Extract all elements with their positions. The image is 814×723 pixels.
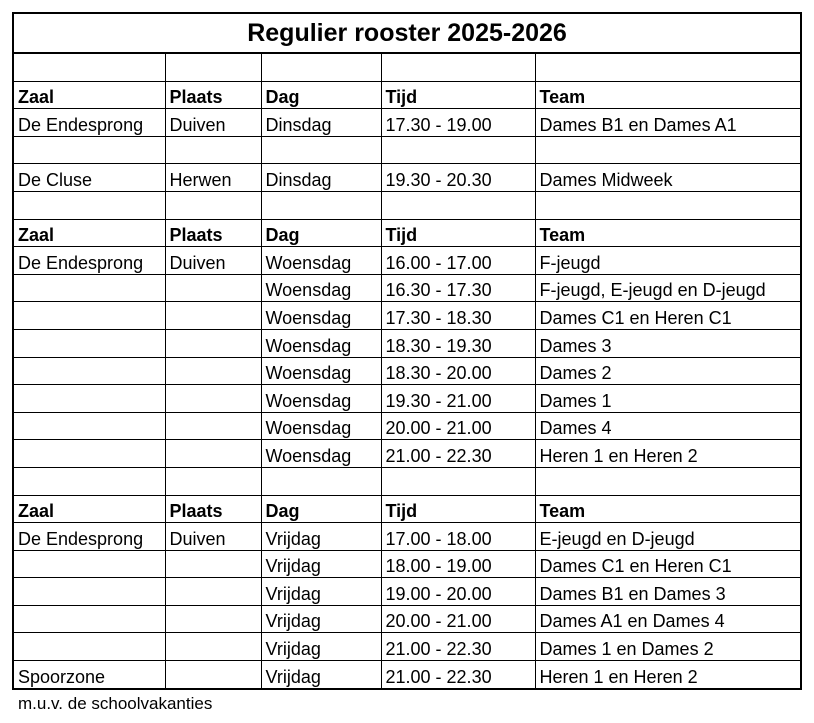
cell-tijd: 19.30 - 20.30 [381,164,535,192]
cell-zaal [13,578,165,606]
cell-tijd: 18.30 - 19.30 [381,329,535,357]
spacer-row [13,53,801,81]
empty-cell [165,53,261,81]
cell-team: Dames 3 [535,329,801,357]
cell-team: Dames B1 en Dames 3 [535,578,801,606]
empty-cell [535,136,801,164]
cell-zaal [13,440,165,468]
cell-zaal: De Endesprong [13,109,165,137]
cell-team: Dames 2 [535,357,801,385]
table-row [13,523,801,551]
cell-dag: Dinsdag [261,109,381,137]
cell-team: Dames B1 en Dames A1 [535,109,801,137]
column-header-team: Team [535,495,801,523]
column-header-dag: Dag [261,81,381,109]
cell-team: Dames A1 en Dames 4 [535,605,801,633]
table-row [13,302,801,330]
cell-plaats: Duiven [165,523,261,551]
cell-plaats [165,633,261,661]
cell-zaal: Spoorzone [13,661,165,689]
schedule-sheet [12,12,800,690]
cell-team: Heren 1 en Heren 2 [535,440,801,468]
cell-zaal [13,357,165,385]
cell-tijd: 19.00 - 20.00 [381,578,535,606]
column-header-tijd: Tijd [381,495,535,523]
cell-zaal [13,605,165,633]
column-header-zaal: Zaal [13,219,165,247]
empty-cell [261,53,381,81]
table-row [13,357,801,385]
cell-dag: Woensdag [261,385,381,413]
cell-tijd: 16.00 - 17.00 [381,247,535,275]
cell-zaal: De Endesprong [13,523,165,551]
column-header-zaal: Zaal [13,495,165,523]
cell-tijd: 21.00 - 22.30 [381,661,535,689]
cell-zaal [13,412,165,440]
table-row [13,550,801,578]
empty-cell [13,191,165,219]
empty-cell [381,136,535,164]
empty-cell [13,53,165,81]
header-row [13,81,801,109]
cell-team: Dames 1 en Dames 2 [535,633,801,661]
column-header-plaats: Plaats [165,81,261,109]
cell-dag: Vrijdag [261,661,381,689]
cell-tijd: 17.00 - 18.00 [381,523,535,551]
cell-zaal [13,274,165,302]
cell-plaats [165,274,261,302]
cell-team: F-jeugd [535,247,801,275]
column-header-team: Team [535,81,801,109]
cell-team: F-jeugd, E-jeugd en D-jeugd [535,274,801,302]
cell-plaats: Duiven [165,109,261,137]
column-header-zaal: Zaal [13,81,165,109]
empty-cell [535,191,801,219]
table-row [13,412,801,440]
cell-dag: Woensdag [261,357,381,385]
schedule-table [12,12,802,690]
cell-dag: Vrijdag [261,578,381,606]
empty-cell [13,467,165,495]
column-header-tijd: Tijd [381,81,535,109]
spacer-row [13,467,801,495]
empty-cell [535,467,801,495]
empty-cell [381,191,535,219]
cell-team: Dames 1 [535,385,801,413]
table-row [13,578,801,606]
table-row [13,633,801,661]
cell-zaal [13,329,165,357]
cell-plaats [165,661,261,689]
cell-plaats [165,357,261,385]
cell-tijd: 17.30 - 18.30 [381,302,535,330]
cell-plaats [165,302,261,330]
header-row [13,495,801,523]
empty-cell [381,467,535,495]
table-row [13,109,801,137]
cell-tijd: 20.00 - 21.00 [381,605,535,633]
empty-cell [535,53,801,81]
cell-plaats: Herwen [165,164,261,192]
page-title: Regulier rooster 2025-2026 [13,13,801,53]
column-header-plaats: Plaats [165,495,261,523]
column-header-tijd: Tijd [381,219,535,247]
table-row [13,247,801,275]
cell-plaats [165,385,261,413]
cell-plaats [165,412,261,440]
cell-dag: Vrijdag [261,550,381,578]
cell-team: Dames Midweek [535,164,801,192]
cell-dag: Woensdag [261,440,381,468]
column-header-team: Team [535,219,801,247]
cell-zaal [13,550,165,578]
empty-cell [261,136,381,164]
title-row [13,13,801,53]
empty-cell [381,53,535,81]
cell-tijd: 16.30 - 17.30 [381,274,535,302]
cell-team: Dames 4 [535,412,801,440]
cell-team: Dames C1 en Heren C1 [535,302,801,330]
cell-dag: Vrijdag [261,605,381,633]
cell-plaats [165,550,261,578]
cell-plaats [165,329,261,357]
empty-cell [165,467,261,495]
table-row [13,385,801,413]
cell-zaal: De Endesprong [13,247,165,275]
cell-tijd: 18.30 - 20.00 [381,357,535,385]
cell-dag: Woensdag [261,329,381,357]
table-row [13,274,801,302]
cell-dag: Woensdag [261,274,381,302]
table-row [13,605,801,633]
cell-tijd: 19.30 - 21.00 [381,385,535,413]
cell-dag: Woensdag [261,412,381,440]
cell-team: E-jeugd en D-jeugd [535,523,801,551]
cell-zaal [13,385,165,413]
column-header-dag: Dag [261,219,381,247]
table-row [13,164,801,192]
cell-tijd: 21.00 - 22.30 [381,440,535,468]
column-header-dag: Dag [261,495,381,523]
column-header-plaats: Plaats [165,219,261,247]
cell-plaats [165,605,261,633]
cell-zaal [13,633,165,661]
spacer-row [13,191,801,219]
cell-tijd: 17.30 - 19.00 [381,109,535,137]
table-row [13,440,801,468]
empty-cell [165,136,261,164]
cell-team: Heren 1 en Heren 2 [535,661,801,689]
table-row [13,329,801,357]
spacer-row [13,136,801,164]
cell-team: Dames C1 en Heren C1 [535,550,801,578]
table-row [13,661,801,689]
cell-tijd: 21.00 - 22.30 [381,633,535,661]
empty-cell [261,191,381,219]
cell-tijd: 18.00 - 19.00 [381,550,535,578]
cell-zaal: De Cluse [13,164,165,192]
cell-dag: Woensdag [261,247,381,275]
cell-plaats: Duiven [165,247,261,275]
cell-dag: Vrijdag [261,633,381,661]
footnote: m.u.v. de schoolvakanties [18,694,213,713]
cell-tijd: 20.00 - 21.00 [381,412,535,440]
cell-dag: Woensdag [261,302,381,330]
empty-cell [261,467,381,495]
cell-dag: Vrijdag [261,523,381,551]
cell-zaal [13,302,165,330]
header-row [13,219,801,247]
cell-plaats [165,578,261,606]
empty-cell [165,191,261,219]
cell-plaats [165,440,261,468]
cell-dag: Dinsdag [261,164,381,192]
empty-cell [13,136,165,164]
